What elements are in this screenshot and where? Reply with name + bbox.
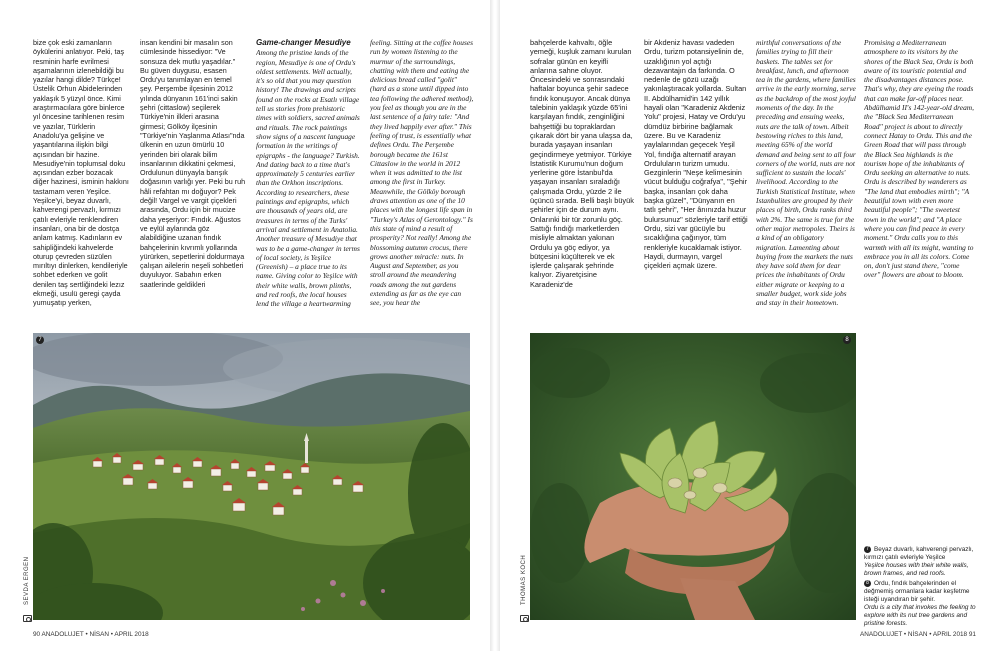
- body-text: Promising a Mediterranean atmosphere to its visitors by the shores of the Black Sea, Ordu is both aware of its touristic potential and the disadvantages distances pose. That's why, they are eyeing the roads that can make far-off places near. Abdülhamid II's 142-year-old dream, the "Black Sea Mediterranean Road" project is about to directly connect Hatay to Ordu. This and the Green Road that will pass through the Black Sea highlands is the tourism hope of the inhabitants of Ordu seeking an alternative to nuts. Ordu is described by wanderers as "The land that embodies mirth"; "A beautiful town with even more beautiful people"; "The sweetest town in the world"; and "A place where you can find peace in every moment." Ordu calls you to this warmth with all its might, wanting to embrace you in all its colors. Come on, don't just stand there, "come over" flowers are about to bloom.: [864, 38, 974, 280]
- text-column-3-en: [256, 38, 360, 330]
- caption-text-tr: Beyaz duvarlı, kahverengi pervazlı, kırmızı çatılı evleriyle Yeşilce: [864, 546, 974, 561]
- body-text: feeling. Sitting at the coffee houses run by women listening to the murmur of the surroundings, chatting with them and eating the delicious bread called "golit" (hard as a stone until dipped into tea following the adhered method), you feel as though you are in the last sentence of a fairy tale: "And they lived happily ever after." This feeling of trust, is essentially what defines Ordu. The Perşembe borough became the 161st Cittaslow in the world in 2012 when it was admitted to the list among the first in Turkey. Meanwhile, the Gölköy borough draws attention as one of the 10 places with the longest life span in "Turkey's Atlas of Gerontology." Is this state of mind a result of prosperity? Not really! Among the blossoming autumn crocus, there grows another miracle: nuts. In August and September, as you stroll around the meandering roads among the nut gardens extending as far as the eye can see, you hear the: [370, 38, 474, 308]
- body-text: bahçelerde kahvaltı, öğle yemeği, kuşluk zamanı kurulan sofralar günün en keyifli anlarına sahne oluyor. Öncesindeki ve sonrasındaki haftalar boyunca şehir sadece fındık konuşuyor. Ancak dünya talebinin yaklaşık yüzde 65'ini karşılayan fındık, zenginliğini bahşettiği bu topraklardan çıkarak dört bir yana ulaşsa da, burada yaşayan insanları geçindirmeye yetmiyor. Türkiye İstatistik Kurumu'nun doğum yerlerine göre İstanbul'da yaşayan insanları sıraladığı çalışmada Ordu, yüzde 2 ile üçüncü sırada. Belli başlı büyük şehirler için de durum aynı. Onlarınki bir tür zorunlu göç. Sattığı fındığı marketlerden misliyle almaktan yakınan Ordulu ya göç ediyor, ya bütçesini küçülterek ve ek işlerde çalışarak şehrinde kalıyor. Ziyaretçisine Karadeniz'de: [530, 38, 634, 289]
- caption-number: 7: [864, 546, 871, 553]
- hazelnut-hands-image: [530, 333, 856, 620]
- text-column-2-tr: [140, 38, 246, 330]
- camera-icon: [520, 615, 529, 622]
- body-text: mirthful conversations of the families trying to fill their baskets. The tables set for breakfast, lunch, and afternoon tea in the gardens, where families arrive in the early morning, serve as the backdrop of the most joyful moments of the day. In the preceding and ensuing weeks, nuts are the talk of town. Albeit bestowing riches to this land, meeting 65% of the world demand and being sent to all four corners of the world, nuts are not sufficient to sustain the locals' livelihood. According to the Turkish Statistical Institute, when Istanbulites are grouped by their places of birth, Ordu ranks third with 2%. The same is true for the other major metropoles. Theirs is a kind of an obligatory migration. Lamenting about buying from the markets the nuts they have sold them for dear prices the inhabitants of Ordu either migrate or keeping to a smaller budget, work side jobs and stay in their hometown.: [756, 38, 856, 308]
- text-column-4-en: [370, 38, 474, 330]
- spine-gutter: [490, 0, 500, 651]
- page-folio: ANADOLUJET • NİSAN • APRIL 2018 91: [859, 631, 976, 638]
- body-text: Among the pristine lands of the region, Mesudiye is one of Ordu's oldest settlements. Well actually, it's so old that you may question history! The drawings and scripts found on the rocks at Esatlı village tell us stories from prehistoric times with soldiers, sacred animals and rituals. The rock paintings show signs of a nascent language formation in the writings of epigraphs - the language? Turkish. And dating back to a time that's approximately 5 centuries earlier than the Orkhon inscriptions. According to researchers, these paintings and epigraphs, which are thousands of years old, are treasures in terms of the Turks' arrival and settlement in Anatolia. Another treasure of Mesudiye that was to be a game-changer in terms of local society, is Yeşilce (Greenish) – a place true to its name. Giving color to Yeşilce with their white walls, brown plinths, and red roofs, the local houses lend the village a heartwarming: [256, 48, 360, 309]
- body-text: bir Akdeniz havası vadeden Ordu, turizm potansiyelinin de, uzaklığının yol açtığı dezavantajın da farkında. O nedenle de gözü uzağı yakınlaştıracak yollarda. Sultan II. Abdülhamid'in 142 yıllık hayali olan "Karadeniz Akdeniz Yolu" projesi, Hatay ve Ordu'yu dümdüz birbirine bağlamak üzere. Bu ve Karadeniz yaylalarından geçecek Yeşil Yol, fındığa alternatif arayan Orduluların turizm umudu. Gezginlerin "Neşe kelimesinin vücut bulduğu coğrafya", "Şehir başka, insanları çok daha başka güzel", "Dünyanın en tatlı şehri", "Her ânınızda huzur bulursunuz" sözleriyle tarif ettiği Ordu, sizi var gücüyle bu sıcaklığına çağırıyor, tüm renkleriyle kucaklamak istiyor. Haydi, durmayın, vargel çiçekleri açmak üzere.: [644, 38, 748, 271]
- photo-credit: THOMAS KOCH: [521, 554, 527, 605]
- body-text: bize çok eski zamanların öykülerini anlatıyor. Peki, taş resminin harfe evrilmesi aşamalarının izlenebildiği bu yazılar hangi dilde? Türkçe! Üstelik Orhun Abidelerinden yaklaşık 5 yüzyıl önce. Kimi araştırmacılara göre binlerce yıl öncesine tarihlenen resim ve yazılar, Türklerin Anadolu'ya gelişine ve yaşantılarına ilişkin bilgi açısından bir hazine. Mesudiye'nin toplumsal doku açısından ezber bozacak diğer hazinesi, isminin hakkını tastamam veren Yeşilce. Yeşilce'yi, beyaz duvarlı, kahverengi pervazlı, kırmızı çatılı evleriyle renklendiren insanları, ona bir de dostça anlam katmış. Kadınların ev sahipliğindeki kahvelerde oturup çevreden süzülen mırıltıyı dinlerken, kendileriyle sohbet ederken ve golit denilen taş sertliğindeki lezız ekmeği, usulü geregi çayda yumuşatıp yerken,: [33, 38, 129, 308]
- text-column-4-en: [864, 38, 974, 330]
- photo-caption-1: [864, 546, 976, 578]
- photo-number-badge: 7: [36, 336, 44, 344]
- caption-text-en: Yeşilce houses with their white walls, brown frames, and red roofs.: [864, 562, 969, 577]
- village-landscape-image: [33, 333, 470, 620]
- caption-text-tr: Ordu, fındık bahçelerinden el değmemiş ormanlara kadar keşfetme isteği uyandıran bir şehir.: [864, 580, 970, 603]
- camera-icon: [23, 615, 32, 622]
- hazelnut-photo: [530, 333, 856, 620]
- text-column-2-tr: [644, 38, 748, 330]
- text-column-1-tr: [530, 38, 634, 330]
- page-folio: 90 ANADOLUJET • NİSAN • APRIL 2018: [33, 631, 149, 638]
- caption-text-en: Ordu is a city that invokes the feeling to explore with its nut tree gardens and pristine forests.: [864, 604, 976, 627]
- photo-caption-2: [864, 580, 976, 628]
- section-heading: Game-changer Mesudiye: [256, 38, 351, 47]
- village-photo: [33, 333, 470, 620]
- text-column-3-en: [756, 38, 856, 330]
- photo-number-badge: 8: [843, 336, 851, 344]
- left-page: [0, 0, 490, 651]
- right-page: [500, 0, 1000, 651]
- caption-number: 8: [864, 580, 871, 587]
- body-text: insan kendini bir masalın son cümlesinde hissediyor: "Ve sonsuza dek mutlu yaşadılar." Bu güven duygusu, esasen Ordu'yu tanımlayan en temel şey. Perşembe ilçesinin 2012 yılında dünyanın 161'inci sakin şehri (cittaslow) seçilerek Türkiye'nin ilkleri arasına girmesi; Gölköy ilçesinin "Türkiye'nin Yaşlanma Atlası"nda ülkenin en uzun ömürlü 10 yerinden biri olarak bilim insanlarının dikkatini çekmesi, Ordulunun dünyayla barışık doğasının varlığı yer. Peki bu ruh hâli refahtan mı doğuyor? Pek değil! Vargel ve vargit çiçekleri arasında, Ordu için bir mucize daha yeşeriyor: Fındık. Ağustos ve eylül aylarında göz alabildiğine uzanan fındık bahçelerinin kıvrımlı yollarında yürürken, sepetlerini doldurmaya çalışan ailelerin neşeli sohbetleri duyuluyor. Sabahın erken saatlerinde geldikleri: [140, 38, 246, 289]
- text-column-1-tr: [33, 38, 129, 330]
- photo-credit: SEVDA ERGEN: [24, 556, 30, 605]
